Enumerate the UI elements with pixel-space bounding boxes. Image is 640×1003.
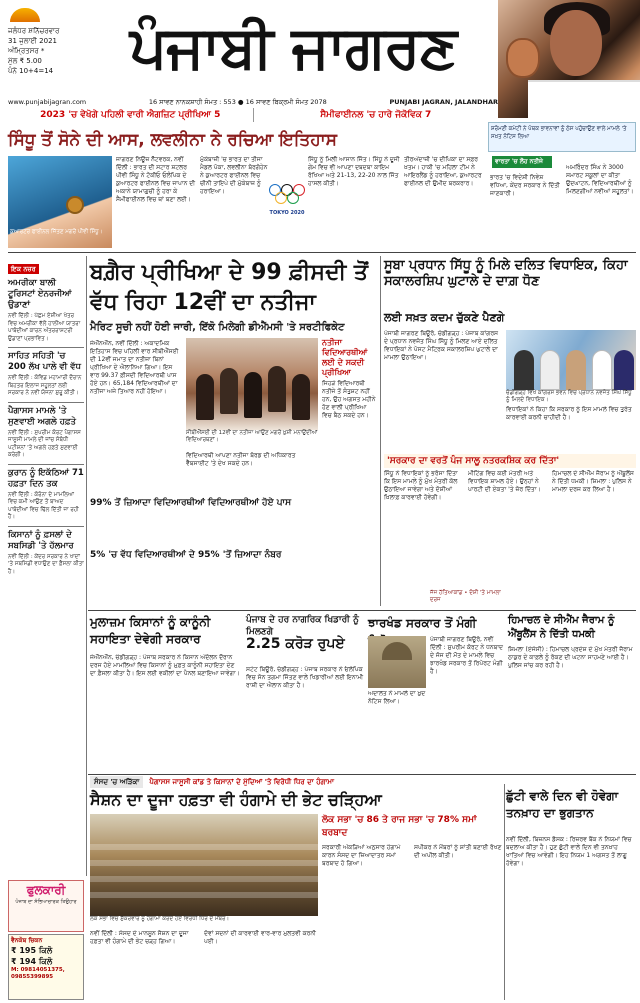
- newspaper-title: ਪੰਜਾਬੀ ਜਾਗਰਣ: [129, 13, 457, 81]
- pegasus-tag: ਪੈਗਾਸਸ ਜਾਸੂਸੀ ਕਾਂਡ ਤੇ ਕਿਸਾਨਾਂ ਦੇ ਮੁੱਦਿਆਂ 'ਤੇ ਵਿਰੋਧੀ ਧਿਰ ਦਾ ਹੰਗਾਮਾ: [149, 778, 334, 786]
- sidhu-meeting-photo: [506, 330, 636, 390]
- vencobb-ad[interactable]: [8, 934, 84, 1000]
- lok-sabha-photo: [90, 814, 318, 916]
- sidhu-headline[interactable]: ਸੂਬਾ ਪ੍ਰਧਾਨ ਸਿੱਧੂ ਨੂੰ ਮਿਲੇ ਦਲਿਤ ਵਿਧਾਇਕ, ਕਿਹਾ ਸਕਾਲਰਸ਼ਿਪ ਘੁਟਾਲੇ ਦੇ ਦਾਗ਼ ਧੋਣ: [384, 258, 628, 289]
- jagran-logo-sun: [10, 8, 40, 22]
- sidebar-brief[interactable]: ਭਾਰਤ 'ਚ ਵਿਦੇਸ਼ੀ ਨਿਵੇਸ਼ ਵਧਿਆ, ਕੇਂਦਰ ਸਰਕਾਰ ਨੇ ਦਿੱਤੀ ਜਾਣਕਾਰੀ।: [490, 174, 560, 197]
- divider: [8, 347, 84, 348]
- marks-percent-box: 5% 'ਚ ਵੱਧ ਵਿਦਿਆਰਥੀਆਂ ਦੇ 95% 'ਤੋਂ ਜ਼ਿਆਦਾ ਨੰਬਰ: [90, 550, 282, 560]
- jharkhand-report-headline[interactable]: ਝਾਰਖੰਡ ਸਰਕਾਰ ਤੋਂ ਮੰਗੀ: [368, 616, 477, 630]
- time-wasted-body: ਸਰਕਾਰੀ ਅੰਕੜਿਆਂ ਅਨੁਸਾਰ ਹੰਗਾਮੇ ਕਾਰਨ ਸੰਸਦ ਦਾ ਜ਼ਿਆਦਾਤਰ ਸਮਾਂ ਬਰਬਾਦ ਹੋ ਗਿਆ।: [322, 844, 401, 867]
- supreme-court-photo: [368, 636, 426, 688]
- left-sidebar-briefs: [8, 256, 84, 816]
- tokyo-olympics-logo: [268, 180, 306, 220]
- himachal-cm-headline[interactable]: ਹਿਮਾਚਲ ਦੇ ਸੀਐੱਮ ਜੈਰਾਮ ਨੂੰ ਐਂਬੂਲੈਂਸ ਨੇ ਦਿੱਤੀ ਧਮਕੀ: [508, 615, 615, 640]
- lead-body-col: ਜੇਐੱਨਐੱਨ, ਨਵੀਂ ਦਿੱਲੀ : ਅਕਾਦਮਿਕ ਇਤਿਹਾਸ ਵਿਚ ਪਹਿਲੀ ਵਾਰ ਸੀਬੀਐੱਸਈ ਦੀ 12ਵੀਂ ਜਮਾਤ ਦਾ ਨਤੀਜਾ ਬਿਨਾਂ ਪ੍ਰੀਖਿਆ ਦੇ ਐਲਾਨਿਆ ਗਿਆ। ਇਸ ਵਾਰ 99.37 ਫ਼ੀਸਦੀ ਵਿਦਿਆਰਥੀ ਪਾਸ ਹੋਏ ਹਨ। 65,184 ਵਿਦਿਆਰਥੀਆਂ ਦਾ ਨਤੀਜਾ ਅਜੇ ਤਿਆਰ ਨਹੀਂ ਹੋਇਆ।: [90, 340, 179, 395]
- divider: [88, 774, 636, 775]
- publisher: PUNJABI JAGRAN, JALANDHAR: [389, 98, 498, 106]
- brief-headline[interactable]: ਅਮਰੀਕਾ ਬਾਲੀ ਟੂਰਿਸਟਾਂ ਏਨਰਜੀਆਂ ਉਡਾਣਾਂ: [8, 278, 72, 310]
- tokyo-logo-label: TOKYO 2020: [269, 210, 305, 216]
- brief-body: ਨਵੀਂ ਦਿੱਲੀ : ਪੱਛਮ ਏਸ਼ੀਆ ਖੇਤਰ ਵਿਚ ਅਮਰੀਕਾ ਵੱਲੋਂ ਹਾਲੀਆ ਯਾਤਰਾ ਪਾਬੰਦੀਆਂ ਕਾਰਨ ਅੰਤਰਰਾਸ਼ਟਰੀ ਉਡਾਣਾਂ ਪ੍ਰਭਾਵਿਤ।: [8, 313, 81, 342]
- lead-headline[interactable]: ਬਗ਼ੈਰ ਪ੍ਰੀਖਿਆ ਦੇ 99 ਫ਼ੀਸਦੀ ਤੋਂ ਵੱਧ ਰਿਹਾ 12ਵੀਂ ਦਾ ਨਤੀਜਾ: [90, 260, 368, 315]
- sidebar-brief[interactable]: ਅਮਰਿੰਦਰ ਸਿੰਘ ਨੇ 3000 ਸਮਾਰਟ ਸਕੂਲਾਂ ਦਾ ਕੀਤਾ ਉਦਘਾਟਨ, ਵਿਦਿਆਰਥੀਆਂ ਨੂੰ ਮਿਲਣਗੀਆਂ ਨਵੀਆਂ ਸਹੂਲਤਾਂ।: [566, 164, 634, 195]
- parliament-tag: ਸੰਸਦ 'ਚ ਅੜਿੱਕਾ: [90, 776, 143, 788]
- vencobb-price: ₹ 195 ਕਿਲੋ: [11, 946, 53, 955]
- column-rule: [380, 256, 381, 606]
- player-reward-headline[interactable]: [246, 614, 364, 664]
- sidhu-body-col: ਪੰਜਾਬੀ ਜਾਗਰਣ ਬਿਊਰੋ, ਚੰਡੀਗੜ੍ਹ : ਪੰਜਾਬ ਕਾਂਗਰਸ ਦੇ ਪ੍ਰਧਾਨ ਨਵਜੋਤ ਸਿੰਘ ਸਿੱਧੂ ਨੂੰ ਮਿਲਣ ਆਏ ਦਲਿਤ ਵਿਧਾਇਕਾਂ ਨੇ ਪੋਸਟ ਮੈਟ੍ਰਿਕ ਸਕਾਲਰਸ਼ਿਪ ਘੁਟਾਲੇ ਦਾ ਮਾਮਲਾ ਉਠਾਇਆ।: [384, 330, 499, 361]
- url-bar: [8, 96, 498, 108]
- time-wasted-headline[interactable]: ਲੋਕ ਸਭਾ 'ਚ 86 ਤੇ ਰਾਜ ਸਭਾ 'ਚ 78% ਸਮਾਂ ਬਰਬਾਦ: [322, 815, 477, 838]
- lead-body-col: ਵਿਦਿਆਰਥੀ ਆਪਣਾ ਨਤੀਜਾ ਬੋਰਡ ਦੀ ਅਧਿਕਾਰਤ ਵੈੱਬਸਾਈਟ 'ਤੇ ਦੇਖ ਸਕਦੇ ਹਨ।: [186, 452, 296, 467]
- judge-case-tag: ਜੱਜ ਹੱਤਿਆਕਾਂਡ • ਦੋਸ਼ੀ 'ਤੇ ਮਾਮਲਾ ਦਰਜ: [430, 590, 501, 603]
- brief-body: ਨਵੀਂ ਦਿੱਲੀ : ਸੁਪਰੀਮ ਕੋਰਟ ਪੈਗਾਸਸ ਜਾਸੂਸੀ ਮਾਮਲੇ ਦੀ ਜਾਂਚ ਸੰਬੰਧੀ ਪਟੀਸ਼ਨਾਂ 'ਤੇ ਅਗਲੇ ਹਫ਼ਤੇ ਸੁਣਵਾਈ ਕਰੇਗੀ।: [8, 429, 81, 458]
- parliament-tags: [90, 776, 502, 788]
- sindhu-photo-caption: ਕੁਆਰਟਰ ਫਾਈਨਲ ਜਿੱਤਣ ਮਗਰੋਂ ਪੀਵੀ ਸਿੰਧੂ।: [10, 229, 103, 235]
- parliament-photo-caption: ਲੋਕ ਸਭਾ ਵਿਚ ਸ਼ੁੱਕਰਵਾਰ ਨੂੰ ਹੰਗਾਮਾ ਕਰਦੇ ਹੋਏ ਵਿਰੋਧੀ ਧਿਰ ਦੇ ਮੈਂਬਰ।: [90, 916, 230, 922]
- masthead-line: ਪੰਨੇ 10+4=14: [8, 67, 54, 75]
- sindhu-body-col: ਤੀਰਅੰਦਾਜ਼ੀ 'ਚ ਦੀਪਿਕਾ ਦਾ ਸਫ਼ਰ ਖ਼ਤਮ। ਹਾਕੀ 'ਚ ਮਹਿਲਾ ਟੀਮ ਨੇ ਆਇਰਲੈਂਡ ਨੂੰ ਹਰਾਇਆ, ਕੁਆਰਟਰ ਫਾਈਨਲ ਦੀ ਉਮੀਦ ਬਰਕਰਾਰ।: [404, 156, 482, 187]
- phulkari-ad[interactable]: [8, 880, 84, 932]
- sarkar-quote-strip: 'ਸਰਕਾਰ ਦਾ ਵਰਤੋਂ ਪੰਜ ਸਾਲੂ ਨਤਰਕਸ਼ਿਕ ਕਰ ਦਿੱਤਾ': [384, 454, 636, 468]
- sidhu-body-col: ਸਿੱਧੂ ਨੇ ਵਿਧਾਇਕਾਂ ਨੂੰ ਭਰੋਸਾ ਦਿੱਤਾ ਕਿ ਇਸ ਮਾਮਲੇ ਨੂੰ ਮੁੱਖ ਮੰਤਰੀ ਕੋਲ ਉਠਾਇਆ ਜਾਵੇਗਾ ਅਤੇ ਦੋਸ਼ੀਆਂ ਖ਼ਿਲਾਫ਼ ਕਾਰਵਾਈ ਹੋਵੇਗੀ।: [384, 470, 458, 501]
- farmers-legal-aid-headline[interactable]: ਮੁਲਾਜ਼ਮ ਕਿਸਾਨਾਂ ਨੂੰ ਕਾਨੂੰਨੀ ਸਹਾਇਤਾ ਦੇਵੇਗੀ ਸਰਕਾਰ: [90, 615, 211, 646]
- teaser-djokovic[interactable]: ਸੈਮੀਫਾਈਨਲ 'ਚ ਹਾਰੇ ਜੋਕੋਵਿਕ 7: [253, 108, 499, 122]
- player-reward-body: ਸਟੇਟ ਬਿਊਰੋ, ਚੰਡੀਗੜ੍ਹ : ਪੰਜਾਬ ਸਰਕਾਰ ਨੇ ਓਲੰਪਿਕ ਵਿਚ ਸੋਨ ਤਗਮਾ ਜਿੱਤਣ ਵਾਲੇ ਖਿਡਾਰੀਆਂ ਲਈ ਇਨਾਮੀ ਰਾਸ਼ੀ ਦਾ ਐਲਾਨ ਕੀਤਾ ਹੈ।: [246, 666, 364, 689]
- jharkhand-report-body: ਪੰਜਾਬੀ ਜਾਗਰਣ ਬਿਊਰੋ, ਨਵੀਂ ਦਿੱਲੀ : ਸੁਪਰੀਮ ਕੋਰਟ ਨੇ ਧਨਬਾਦ ਦੇ ਜੱਜ ਦੀ ਮੌਤ ਦੇ ਮਾਮਲੇ ਵਿਚ ਝਾਰਖੰਡ ਸਰਕਾਰ ਤੋਂ ਰਿਪੋਰਟ ਮੰਗੀ ਹੈ।: [430, 636, 504, 675]
- farmers-legal-aid-body: ਜੇਐੱਨਐੱਨ, ਚੰਡੀਗੜ੍ਹ : ਪੰਜਾਬ ਸਰਕਾਰ ਨੇ ਕਿਸਾਨ ਅੰਦੋਲਨ ਦੌਰਾਨ ਦਰਜ ਹੋਏ ਮਾਮਲਿਆਂ ਵਿਚ ਕਿਸਾਨਾਂ ਨੂੰ ਮੁਫ਼ਤ ਕਾਨੂੰਨੀ ਸਹਾਇਤਾ ਦੇਣ ਦਾ ਫ਼ੈਸਲਾ ਕੀਤਾ ਹੈ। ਇਸ ਲਈ ਵਕੀਲਾਂ ਦਾ ਪੈਨਲ ਬਣਾਇਆ ਜਾਵੇਗਾ।: [90, 654, 240, 677]
- divider: [88, 610, 636, 611]
- lead-sidebar-title[interactable]: ਨਤੀਜਾ ਵਿਦਿਆਰਥੀਆਂ ਲਈ ਦੇ ਸਕਦੀ ਪ੍ਰੀਖਿਆ: [322, 338, 368, 377]
- divider: [8, 252, 636, 253]
- brief-body: ਨਵੀਂ ਦਿੱਲੀ : ਕੋਵਿਡ ਮਹਾਮਾਰੀ ਦੌਰਾਨ ਬਿਹਤਰ ਇਲਾਜ ਸਹੂਲਤਾਂ ਲਈ ਸਰਕਾਰ ਨੇ ਨਵੀਂ ਯੋਜਨਾ ਸ਼ੁਰੂ ਕੀਤੀ।: [8, 375, 82, 396]
- column-rule: [504, 784, 505, 1000]
- brief-body: ਨਵੀਂ ਦਿੱਲੀ : ਕੇਂਦਰ ਸਰਕਾਰ ਨੇ ਖਾਦਾਂ 'ਤੇ ਸਬਸਿਡੀ ਵਧਾਉਣ ਦਾ ਫ਼ੈਸਲਾ ਕੀਤਾ ਹੈ।: [8, 553, 84, 575]
- sidhu-body-col: ਵਿਧਾਇਕਾਂ ਨੇ ਕਿਹਾ ਕਿ ਸਰਕਾਰ ਨੂੰ ਇਸ ਮਾਮਲੇ ਵਿਚ ਤੁਰੰਤ ਕਾਰਵਾਈ ਕਰਨੀ ਚਾਹੀਦੀ ਹੈ।: [506, 406, 632, 421]
- parliament-body-col: ਨਵੀਂ ਦਿੱਲੀ : ਸੰਸਦ ਦੇ ਮਾਨਸੂਨ ਸੈਸ਼ਨ ਦਾ ਦੂਜਾ ਹਫ਼ਤਾ ਵੀ ਹੰਗਾਮੇ ਦੀ ਭੇਟ ਚੜ੍ਹ ਗਿਆ।: [90, 930, 189, 945]
- sidhu-subhead: ਲਈ ਸਖ਼ਤ ਕਦਮ ਚੁੱਕਣੇ ਪੈਣਗੇ: [384, 311, 505, 324]
- brief-headline[interactable]: ਕਿਸਾਨਾਂ ਨੂੰ ਫ਼ਸਲਾਂ ਦੇ ਸਬਸਿਡੀ 'ਤੇ ਹੱਲਮਾਰ: [8, 529, 74, 551]
- jharkhand-report-body: ਅਦਾਲਤ ਨੇ ਮਾਮਲੇ ਦਾ ਖ਼ੁਦ ਨੋਟਿਸ ਲਿਆ।: [368, 690, 426, 705]
- parliament-headline[interactable]: ਸੈਸ਼ਨ ਦਾ ਦੂਜਾ ਹਫ਼ਤਾ ਵੀ ਹੰਗਾਮੇ ਦੀ ਭੇਟ ਚੜ੍ਹਿਆ: [90, 790, 382, 809]
- time-wasted-body: ਸਪੀਕਰ ਨੇ ਮੈਂਬਰਾਂ ਨੂੰ ਸ਼ਾਂਤੀ ਬਣਾਈ ਰੱਖਣ ਦੀ ਅਪੀਲ ਕੀਤੀ।: [414, 844, 502, 859]
- divider: [8, 464, 84, 465]
- player-reward-head-a: ਪੰਜਾਬ ਦੇ ਹਰ ਨਾਗਰਿਕ ਖਿਡਾਰੀ ਨੂੰ ਮਿਲਣਗੇ: [246, 615, 359, 637]
- teaser-exit-exam[interactable]: 2023 'ਚ ਵੇਖੋਗੇ ਪਹਿਲੀ ਵਾਰੀ ਐਗਜ਼ਿਟ ਪ੍ਰੀਖਿਆ 5: [40, 110, 221, 120]
- column-rule: [86, 256, 87, 876]
- cbse-students-photo: [186, 338, 318, 430]
- masthead-line: ਅੰਮ੍ਰਿਤਸਰ *: [8, 47, 45, 55]
- sidhu-photo-caption: ਚੰਡੀਗੜ੍ਹ ਵਿਖੇ ਕਾਂਗਰਸ ਭਵਨ ਵਿਚ ਪ੍ਰਧਾਨ ਨਵਜੋਤ ਸਿੰਘ ਸਿੱਧੂ ਨੂੰ ਮਿਲਦੇ ਵਿਧਾਇਕ।: [506, 390, 632, 403]
- brief-body: ਨਵੀਂ ਦਿੱਲੀ : ਕੋਰੋਨਾ ਦੇ ਮਾਮਲਿਆਂ ਵਿਚ ਕਮੀ ਆਉਣ ਤੋਂ ਬਾਅਦ ਪਾਬੰਦੀਆਂ ਵਿਚ ਢਿੱਲ ਦਿੱਤੀ ਜਾ ਰਹੀ ਹੈ।: [8, 491, 79, 520]
- himachal-cm-body: ਸ਼ਿਮਲਾ (ਏਜੰਸੀ) : ਹਿਮਾਚਲ ਪ੍ਰਦੇਸ਼ ਦੇ ਮੁੱਖ ਮੰਤਰੀ ਜੈਰਾਮ ਠਾਕੁਰ ਦੇ ਕਾਫ਼ਲੇ ਨੂੰ ਰੋਕਣ ਦੀ ਘਟਨਾ ਸਾਹਮਣੇ ਆਈ ਹੈ। ਪੁਲਿਸ ਜਾਂਚ ਕਰ ਰਹੀ ਹੈ।: [508, 646, 633, 669]
- masthead-line: ਮੁੱਲ ₹ 5.00: [8, 57, 42, 65]
- divider: [8, 526, 84, 527]
- vencobb-price: ₹ 194 ਕਿਲੋ: [11, 957, 53, 966]
- masthead-line: 31 ਜੁਲਾਈ 2021: [8, 37, 57, 45]
- date-strip: 16 ਸਾਵਣ ਨਾਨਕਸ਼ਾਹੀ ਸੰਮਤ : 553 ● 16 ਸਾਵਣ ਬਿਕ੍ਰਮੀ ਸੰਮਤ 2078: [148, 98, 327, 106]
- brief-headline[interactable]: ਪੈਗਾਸਸ ਮਾਮਲੇ 'ਤੇ ਸੁਣਵਾਈ ਅਗਲੇ ਹਫ਼ਤੇ: [8, 405, 76, 427]
- ek-nazar-label: ਇਕ ਨਜ਼ਰ: [8, 264, 39, 274]
- lead-photo-caption: ਸੀਬੀਐੱਸਈ ਦੀ 12ਵੀਂ ਦਾ ਨਤੀਜਾ ਆਉਣ ਮਗਰੋਂ ਖ਼ੁਸ਼ੀ ਮਨਾਉਂਦੀਆਂ ਵਿਦਿਆਰਥਣਾਂ।: [186, 430, 318, 443]
- salary-holiday-headline[interactable]: ਛੁੱਟੀ ਵਾਲੇ ਦਿਨ ਵੀ ਹੋਵੇਗਾ ਤਨਖ਼ਾਹ ਦਾ ਭੁਗਤਾਨ: [506, 789, 619, 820]
- masthead-date-box: [8, 8, 94, 98]
- vencobb-phone: M: 09814051375, 09855399895: [11, 967, 65, 980]
- salary-holiday-body: ਨਵੀਂ ਦਿੱਲੀ, ਬਿਜ਼ਨਸ ਡੈਸਕ : ਰਿਜ਼ਰਵ ਬੈਂਕ ਨੇ ਨਿਯਮਾਂ ਵਿਚ ਬਦਲਾਅ ਕੀਤਾ ਹੈ। ਹੁਣ ਛੁੱਟੀ ਵਾਲੇ ਦਿਨ ਵੀ ਤਨਖ਼ਾਹ ਖਾਤਿਆਂ ਵਿਚ ਆਵੇਗੀ। ਇਹ ਨਿਯਮ 1 ਅਗਸਤ ਤੋਂ ਲਾਗੂ ਹੋਵੇਗਾ।: [506, 836, 632, 867]
- sgpc-banner[interactable]: ਸ਼ਰੋਮਣੀ ਕਮੇਟੀ ਨੇ ਪੰਥਕ ਭਾਵਨਾਵਾਂ ਨੂੰ ਠੇਸ ਪਹੁੰਚਾਉਣ ਵਾਲੇ ਮਾਮਲੇ 'ਤੇ ਸਖ਼ਤ ਨੋਟਿਸ ਲਿਆ: [488, 122, 636, 152]
- phulkari-ad-subtitle: ਪੰਜਾਬ ਦਾ ਸੱਭਿਆਚਾਰਕ ਤਿਉਹਾਰ: [15, 899, 77, 905]
- sidhu-body-col: ਮੀਟਿੰਗ ਵਿਚ ਕਈ ਮੰਤਰੀ ਅਤੇ ਵਿਧਾਇਕ ਸ਼ਾਮਲ ਹੋਏ। ਉਨ੍ਹਾਂ ਨੇ ਪਾਰਟੀ ਦੀ ਏਕਤਾ 'ਤੇ ਜ਼ੋਰ ਦਿੱਤਾ।: [468, 470, 541, 493]
- lovlina-photo: [498, 0, 640, 118]
- sindhu-headline[interactable]: ਸਿੰਧੂ ਤੋਂ ਸੋਨੇ ਦੀ ਆਸ, ਲਵਲੀਨਾ ਨੇ ਰਚਿਆ ਇਤਿਹਾਸ: [8, 130, 337, 150]
- himachal-brief: ਹਿਮਾਚਲ ਦੇ ਸੀਐੱਮ ਜੈਰਾਮ ਨੂੰ ਐਂਬੂਲੈਂਸ ਨੇ ਦਿੱਤੀ ਧਮਕੀ। ਸ਼ਿਮਲਾ : ਪੁਲਿਸ ਨੇ ਮਾਮਲਾ ਦਰਜ ਕਰ ਲਿਆ ਹੈ।: [552, 470, 634, 493]
- sidebar-section-label: ਵਾਰਤਾ 'ਚ ਲੋਹ ਨਤੀਜੇ: [492, 156, 552, 168]
- vencobb-ad-title: ਵੈਨਕੋਬ ਚਿਕਨ: [11, 937, 43, 944]
- lead-subhead: ਮੈਰਿਟ ਸੂਚੀ ਨਹੀਂ ਹੋਈ ਜਾਰੀ, ਇੱਕੋ ਮਿਲੇਗੀ ਡੀਐੱਮਸੀ 'ਤੇ ਸਰਟੀਫਿਕੇਟ: [90, 322, 345, 333]
- divider: [8, 402, 84, 403]
- parliament-body-col: ਦੋਵਾਂ ਸਦਨਾਂ ਦੀ ਕਾਰਵਾਈ ਵਾਰ-ਵਾਰ ਮੁਲਤਵੀ ਕਰਨੀ ਪਈ।: [204, 930, 316, 945]
- sindhu-body-col: ਮੁੱਕੇਬਾਜ਼ੀ 'ਚ ਭਾਰਤ ਦਾ ਤੀਜਾ ਮੈਡਲ ਪੱਕਾ, ਲਵਲੀਨਾ ਬੋਰਗੋਹੇਨ ਨੇ ਕੁਆਰਟਰ ਫਾਈਨਲ ਵਿਚ ਚੀਨੀ ਤਾਇਪੇ ਦੀ ਮੁੱਕੇਬਾਜ਼ ਨੂੰ ਹਰਾਇਆ।: [200, 156, 268, 195]
- lead-sidebar-body: ਜਿਹੜੇ ਵਿਦਿਆਰਥੀ ਨਤੀਜੇ ਤੋਂ ਸੰਤੁਸ਼ਟ ਨਹੀਂ ਹਨ, ਉਹ ਅਗਸਤ ਮਹੀਨੇ ਹੋਣ ਵਾਲੀ ਪ੍ਰੀਖਿਆ ਵਿਚ ਬੈਠ ਸਕਦੇ ਹਨ।: [322, 380, 376, 419]
- phulkari-ad-title: ਫੁਲਕਾਰੀ: [26, 883, 66, 897]
- website-link[interactable]: www.punjabijagran.com: [8, 98, 87, 106]
- masthead-line: ਜਲੰਧਰ ਸ਼ਨਿੱਚਰਵਾਰ: [8, 27, 60, 35]
- brief-headline[interactable]: ਕੁਰਾਨ ਨੂੰ ਇਕੱਠਿਆਂ 71 ਹਫ਼ਤਾ ਦਿਨ ਤਕ: [8, 467, 84, 489]
- player-reward-amount: 2.25 ਕਰੋੜ ਰੁਪਏ: [246, 636, 345, 652]
- brief-headline[interactable]: ਸਾਹਿਤ ਸਹਿਤੀ 'ਚ 200 ਲੱਖ ਪਾਲੇ ਵੀ ਵੱਧ: [8, 351, 81, 372]
- lead-sidebar: [322, 338, 378, 496]
- sindhu-body-col: ਜਾਗਰਣ ਨਿਊਜ਼ ਨੈੱਟਵਰਕ, ਨਵੀਂ ਦਿੱਲੀ : ਭਾਰਤ ਦੀ ਸਟਾਰ ਸ਼ਟਲਰ ਪੀਵੀ ਸਿੰਧੂ ਨੇ ਟੋਕੀਓ ਓਲੰਪਿਕ ਦੇ ਕੁਆਰਟਰ ਫਾਈਨਲ ਵਿਚ ਜਾਪਾਨ ਦੀ ਅਕਾਨੇ ਯਾਮਾਗੁਚੀ ਨੂੰ ਹਰਾ ਕੇ ਸੈਮੀਫਾਈਨਲ ਵਿਚ ਥਾਂ ਬਣਾ ਲਈ।: [116, 156, 196, 203]
- teaser-strip: [8, 108, 498, 122]
- sindhu-body-col: ਸਿੰਧੂ ਨੂੰ ਮਿਲੀ ਆਸਾਨ ਜਿੱਤ। ਸਿੰਧੂ ਨੇ ਦੂਜੀ ਗੇਮ ਵਿਚ ਵੀ ਆਪਣਾ ਦਬਦਬਾ ਕਾਇਮ ਰੱਖਿਆ ਅਤੇ 21-13, 22-20 ਨਾਲ ਜਿੱਤ ਹਾਸਲ ਕੀਤੀ।: [308, 156, 400, 187]
- pass-percent-box: 99% ਤੋਂ ਜ਼ਿਆਦਾ ਵਿਦਿਆਰਥੀਆਂ ਵਿਦਿਆਰਥੀਆਂ ਹੋਏ ਪਾਸ: [90, 496, 320, 510]
